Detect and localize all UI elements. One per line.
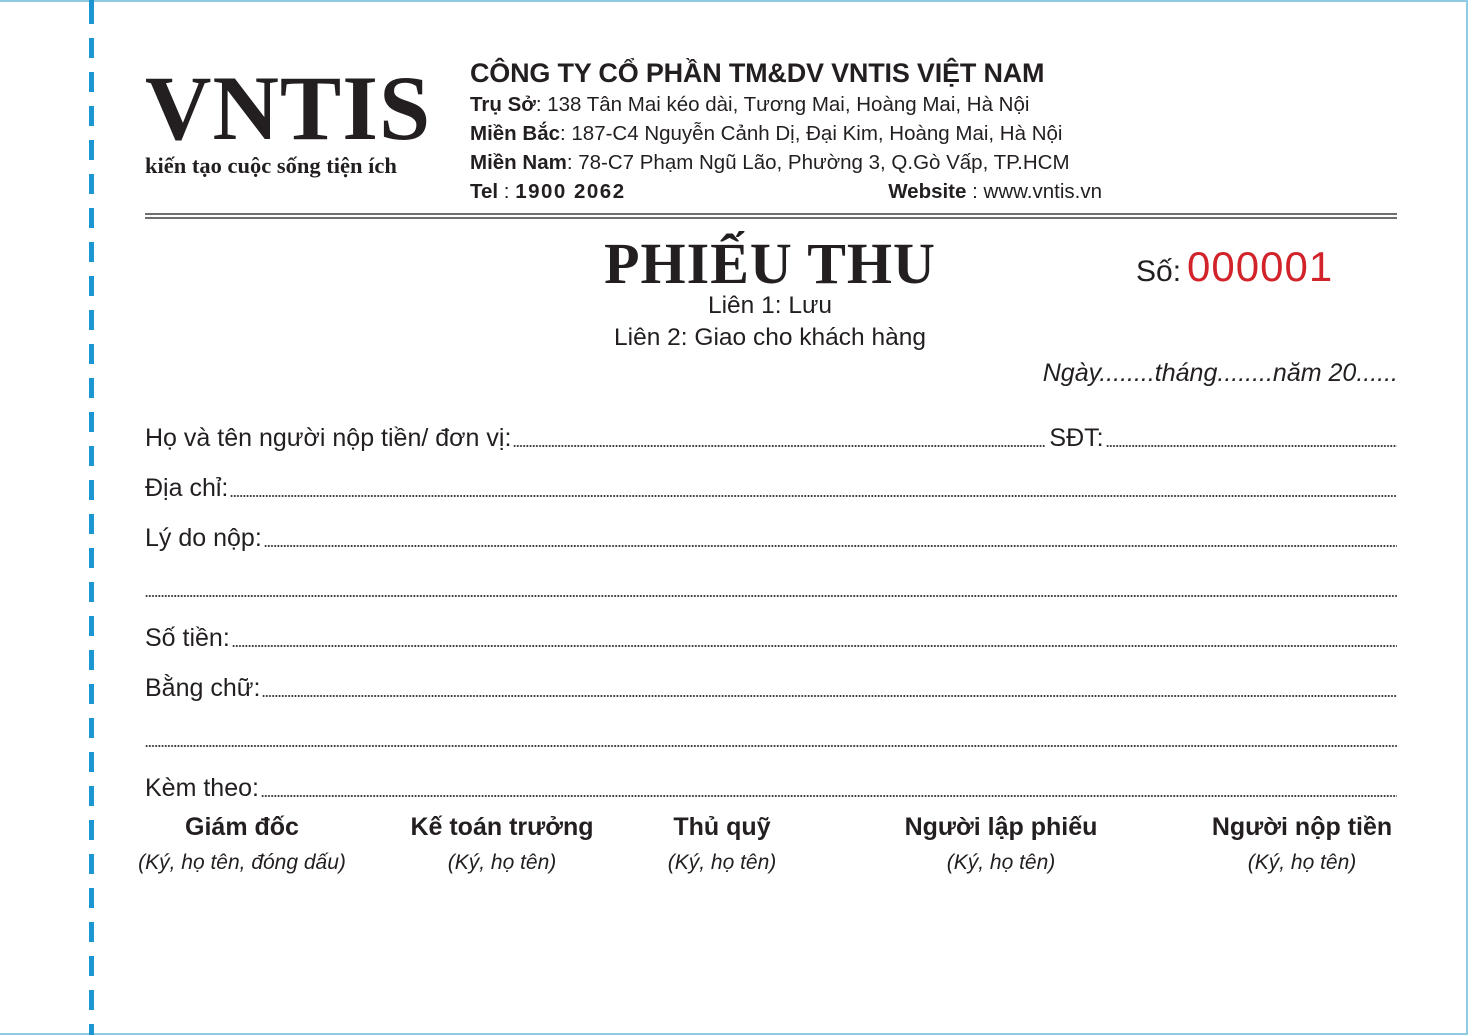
south-branch-line: [470, 148, 1102, 177]
payer-name-label: Họ và tên người nộp tiền/ đơn vị:: [145, 424, 512, 452]
date-field[interactable]: Ngày........tháng........năm 20......: [1042, 359, 1398, 387]
tel-number: 1900 2062: [515, 180, 626, 203]
signature-director: [132, 810, 352, 878]
amount-words-label: Bằng chữ:: [145, 674, 261, 702]
signature-title: Kế toán trưởng: [410, 813, 594, 841]
signature-chief-accountant: [392, 810, 612, 878]
payer-name-row: [145, 423, 1397, 453]
tel: [470, 177, 626, 206]
serial-number: [1136, 243, 1333, 291]
address-row: [145, 473, 1397, 503]
attached-row: [145, 773, 1397, 803]
phone-input[interactable]: [1106, 445, 1397, 447]
logo-tagline: kiến tạo cuộc sống tiện ích: [145, 153, 397, 178]
signature-title: Giám đốc: [185, 813, 299, 841]
south-branch-address: : 78-C7 Phạm Ngũ Lão, Phường 3, Q.Gò Vấp, TP.HCM: [566, 151, 1070, 174]
amount-input[interactable]: [232, 645, 1397, 647]
signature-payer: [1192, 810, 1412, 878]
north-branch-address: : 187-C4 Nguyễn Cảnh Dị, Đại Kim, Hoàng Mai, Hà Nội: [560, 122, 1063, 145]
tel-separator: :: [498, 180, 516, 203]
company-info: [470, 56, 1102, 206]
website-separator: :: [966, 180, 984, 203]
signature-note: (Ký, họ tên, đóng dấu): [138, 851, 346, 874]
copy-1: Liên 1: Lưu: [707, 292, 833, 319]
amount-row: [145, 623, 1397, 653]
address-label: Địa chỉ:: [145, 474, 229, 502]
phone-label: SĐT:: [1049, 424, 1104, 452]
website-url[interactable]: www.vntis.vn: [983, 180, 1102, 203]
amount-words-row: [145, 673, 1397, 703]
signature-note: (Ký, họ tên): [1247, 851, 1357, 874]
signature-cashier: [622, 810, 822, 878]
address-input[interactable]: [230, 495, 1397, 497]
signature-title: Thủ quỹ: [673, 813, 771, 841]
signature-title: Người lập phiếu: [904, 813, 1098, 841]
north-branch-line: [470, 119, 1102, 148]
serial-label: Số:: [1136, 255, 1182, 288]
signature-note: (Ký, họ tên): [447, 851, 557, 874]
head-office-address: : 138 Tân Mai kéo dài, Tương Mai, Hoàng Mai, Hà Nội: [535, 93, 1030, 116]
head-office-line: [470, 90, 1102, 119]
header-divider: [145, 213, 1397, 219]
signature-preparer: [886, 810, 1116, 878]
serial-value: 000001: [1187, 243, 1334, 290]
reason-label: Lý do nộp:: [145, 524, 262, 552]
signature-note: (Ký, họ tên): [667, 851, 777, 874]
website-label: Website: [888, 180, 967, 203]
reason-input[interactable]: [264, 545, 1397, 547]
website: [888, 177, 1102, 206]
signature-section: [0, 810, 1468, 890]
head-office-label: Trụ Sở: [470, 93, 536, 116]
copy-info: [560, 290, 980, 354]
attached-label: Kèm theo:: [145, 774, 259, 802]
tel-label: Tel: [470, 180, 499, 203]
company-name: CÔNG TY CỔ PHẦN TM&DV VNTIS VIỆT NAM: [470, 58, 1045, 88]
copy-2: Liên 2: Giao cho khách hàng: [614, 324, 926, 351]
signature-title: Người nộp tiền: [1211, 813, 1393, 841]
amount-words-input[interactable]: [262, 695, 1397, 697]
signature-note: (Ký, họ tên): [946, 851, 1056, 874]
reason-input-line-2[interactable]: [145, 595, 1397, 597]
payer-name-input[interactable]: [513, 445, 1045, 447]
contact-row: [470, 177, 1102, 206]
south-branch-label: Miền Nam: [470, 151, 567, 174]
reason-row: [145, 523, 1397, 553]
document-title: PHIẾU THU: [604, 231, 936, 296]
north-branch-label: Miền Bắc: [470, 122, 560, 145]
company-logo: [145, 57, 432, 180]
amount-words-input-line-2[interactable]: [145, 745, 1397, 747]
logo-mark: VNTIS: [145, 57, 432, 159]
amount-label: Số tiền:: [145, 624, 230, 652]
attached-input[interactable]: [261, 795, 1397, 797]
